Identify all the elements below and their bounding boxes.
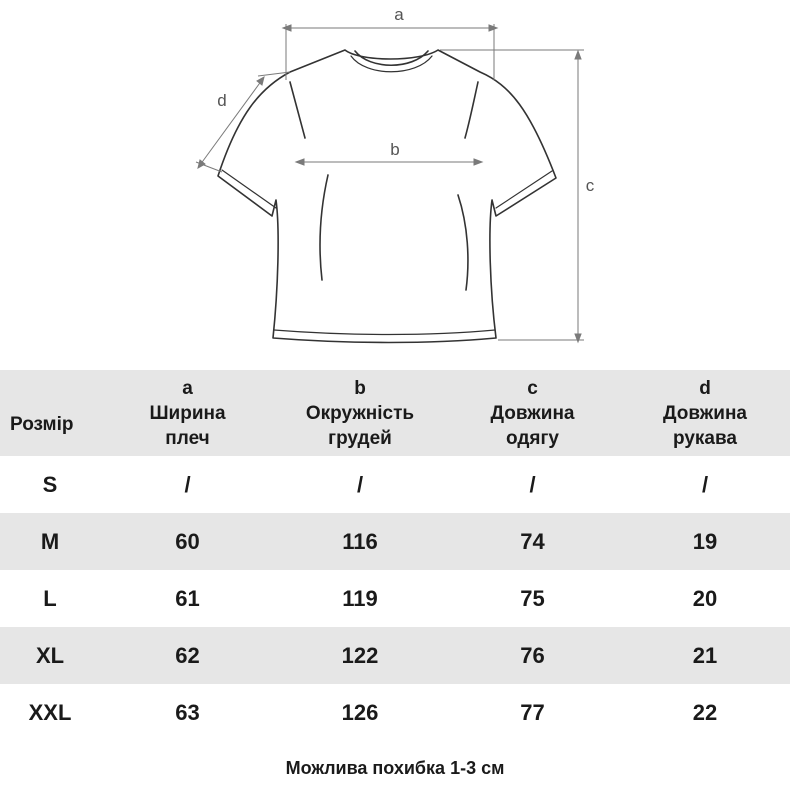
table-row-xxl bbox=[0, 684, 790, 741]
dimension-d-line bbox=[200, 80, 262, 165]
row-size-cell bbox=[0, 513, 100, 570]
measurement-error-note: Можлива похибка 1-3 см bbox=[285, 758, 505, 778]
row-value-d: 21 bbox=[692, 642, 718, 668]
row-value-a: 62 bbox=[175, 642, 200, 668]
row-size-label: XXL bbox=[28, 699, 72, 725]
header-col-c-line1: Довжина bbox=[490, 402, 575, 424]
header-col-c-line2: одягу bbox=[506, 427, 559, 449]
dimension-c-arrow-bottom bbox=[575, 334, 581, 342]
row-value-b: 126 bbox=[341, 699, 379, 725]
row-value-c: 77 bbox=[520, 699, 545, 725]
row-size-label: M bbox=[40, 528, 60, 554]
row-value-a: 61 bbox=[175, 585, 200, 611]
row-size-cell bbox=[0, 627, 100, 684]
tshirt-illustration bbox=[0, 0, 790, 360]
row-value-b: / bbox=[356, 471, 364, 497]
header-size: Розмір bbox=[10, 413, 74, 435]
header-col-d bbox=[620, 370, 790, 456]
row-value-c: 76 bbox=[520, 642, 545, 668]
dimension-a-arrow-left bbox=[283, 25, 291, 31]
table-row-l bbox=[0, 570, 790, 627]
header-col-d-line1: Довжина bbox=[663, 402, 747, 424]
row-value-d: 20 bbox=[692, 585, 718, 611]
left-side-seam bbox=[320, 175, 328, 280]
header-col-c-letter: c bbox=[527, 377, 538, 399]
row-size-cell bbox=[0, 684, 100, 741]
header-col-d-letter: d bbox=[699, 377, 711, 399]
row-size-cell bbox=[0, 456, 100, 513]
left-sleeve-hem bbox=[222, 170, 276, 208]
header-col-b bbox=[275, 370, 445, 456]
row-value-d: / bbox=[701, 471, 709, 497]
dimension-c-arrow-top bbox=[575, 51, 581, 59]
row-value-b: 116 bbox=[342, 528, 378, 554]
dimension-a-arrow-right bbox=[489, 25, 497, 31]
table-row-m bbox=[0, 513, 790, 570]
row-value-a: 60 bbox=[175, 528, 200, 554]
left-raglan-seam bbox=[290, 82, 305, 138]
header-col-b-line1: Окружність bbox=[305, 402, 415, 424]
row-size-cell bbox=[0, 570, 100, 627]
right-raglan-seam bbox=[465, 82, 478, 138]
right-sleeve-hem bbox=[496, 171, 552, 208]
dimension-d-arrow-top bbox=[257, 77, 264, 85]
header-col-a-line2: плеч bbox=[165, 427, 210, 449]
header-col-b-line2: грудей bbox=[328, 427, 392, 449]
row-value-c: 74 bbox=[520, 528, 545, 554]
header-col-b-letter: b bbox=[354, 377, 366, 399]
row-value-c: / bbox=[529, 471, 536, 497]
right-side-seam bbox=[458, 195, 468, 290]
row-size-label: S bbox=[42, 471, 58, 497]
table-row-s bbox=[0, 456, 790, 513]
tshirt-collar bbox=[355, 51, 428, 65]
row-size-label: L bbox=[43, 585, 57, 611]
dimension-a-label: a bbox=[394, 5, 404, 24]
row-value-d: 19 bbox=[692, 528, 718, 554]
row-size-label: XL bbox=[35, 642, 65, 668]
dimension-b-arrow-right bbox=[474, 159, 482, 165]
dimension-d-label: d bbox=[217, 91, 227, 110]
dimension-c-label: c bbox=[585, 176, 595, 195]
tshirt-diagram bbox=[0, 0, 790, 360]
dimension-b-label: b bbox=[390, 140, 400, 159]
row-value-a: / bbox=[184, 471, 191, 497]
bottom-hem bbox=[274, 330, 495, 335]
header-col-a bbox=[100, 370, 275, 456]
header-col-c bbox=[445, 370, 620, 456]
dimension-b-arrow-left bbox=[296, 159, 304, 165]
size-chart-table bbox=[0, 370, 790, 741]
table-row-xl bbox=[0, 627, 790, 684]
tshirt-body bbox=[218, 50, 556, 343]
row-value-d: 22 bbox=[692, 699, 718, 725]
row-value-b: 119 bbox=[342, 585, 378, 611]
header-col-a-line1: Ширина bbox=[149, 402, 226, 424]
row-value-b: 122 bbox=[341, 642, 379, 668]
row-value-c: 75 bbox=[520, 585, 545, 611]
header-col-d-line2: рукава bbox=[673, 427, 737, 449]
table-header-row bbox=[0, 370, 790, 456]
header-col-a-letter: a bbox=[182, 377, 193, 399]
row-value-a: 63 bbox=[175, 699, 200, 725]
